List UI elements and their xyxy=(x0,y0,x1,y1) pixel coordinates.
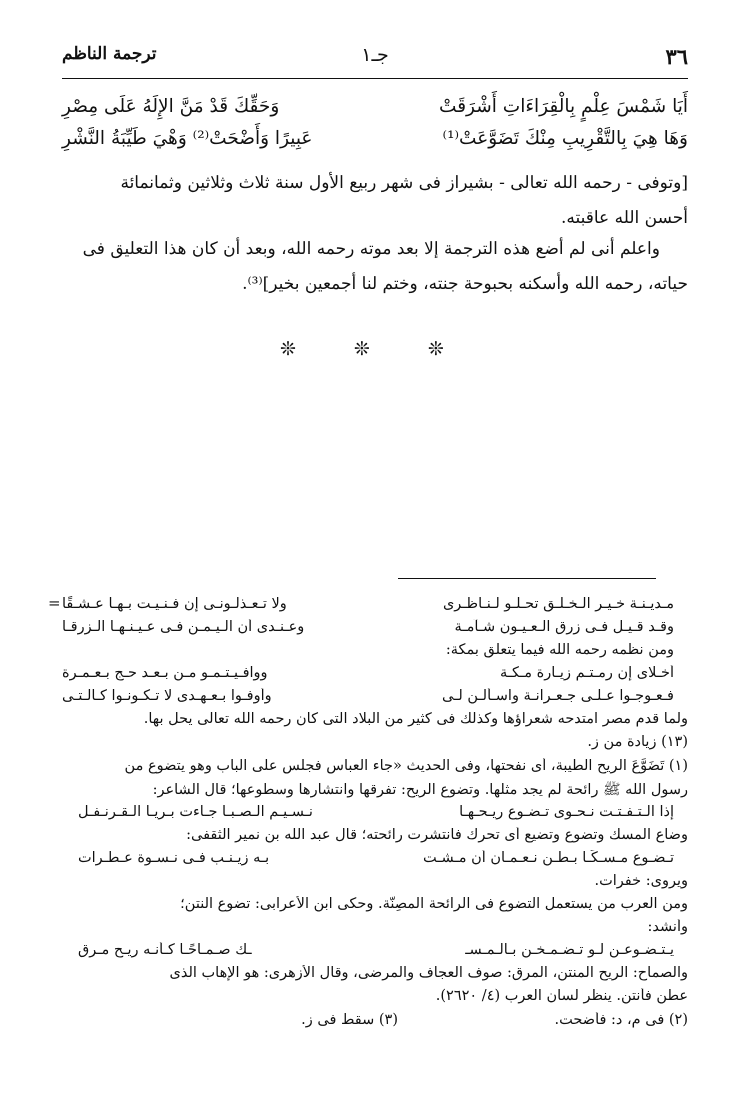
footnote-text xyxy=(62,873,688,897)
footnote-text xyxy=(62,781,688,805)
footnote-line: (١٣) زيادة من ز. xyxy=(587,734,688,750)
poem-line xyxy=(62,942,688,966)
poem-hemistich-second: وأوفـوا بـعـهـدى لا تـكـونـوا كـالـتـى xyxy=(62,688,272,704)
verse-hemistich-first: أَيَا شَمْسَ عِلْمٍ بِالْقِرَاءَاتِ أَشْرَقَتْ xyxy=(439,96,688,117)
footnote-13 xyxy=(62,734,688,758)
footnote-line: وضاع المسك وتضوع وتضيع أى تحرك فانتشرت رائحته؛ قال عبد الله بن نمير الثقفى: xyxy=(186,827,688,843)
poem-hemistich-first: يـتـضـوعـن لـو تـضـمـخـن بـالـمـسـ xyxy=(465,942,674,958)
poem-hemistich-first: إذا الـتـفـتـت نـحـوى تـضـوع ريـحـهـا xyxy=(459,804,674,820)
poem-hemistich-second: ولا تـعـذلـونـى إن فـنـيـت بـهـا عـشـقًا xyxy=(62,596,287,612)
poem-line xyxy=(62,804,688,828)
poem-line xyxy=(62,850,688,874)
footnotes-2-3 xyxy=(62,1012,688,1036)
footnote-text xyxy=(62,965,688,989)
footnote-text xyxy=(62,988,688,1012)
footnote-line: ويروى: خفرات. xyxy=(594,873,688,889)
footnote-3: (٣) سقط فى ز. xyxy=(301,1012,398,1028)
footnote-line: والصماح: الريح المنتن، المرق: صوف العجاف والمرضى، وقال الأزهرى: هو الإهاب الذى xyxy=(169,965,688,981)
poem-hemistich-first: وقـد قـيـل فـى زرق الـعـيـون شـآمـة xyxy=(454,619,674,635)
body-line: [وتوفى - رحمه الله تعالى - بشيراز فى شهر ربيع الأول سنة ثلاث وثلاثين وثمانمائة xyxy=(120,173,688,193)
footnote-text xyxy=(62,827,688,851)
page-header xyxy=(62,44,688,74)
footnote-text xyxy=(62,711,688,735)
body-line: أحسن الله عاقبته. xyxy=(560,208,688,228)
footnote-text xyxy=(62,642,688,666)
poem-line xyxy=(62,665,688,689)
verse-line xyxy=(62,128,688,162)
body-line: حياته، رحمه الله وأسكنه بحبوحة جنته، وختم لنا أجمعين بخير]⁽³⁾. xyxy=(242,274,688,294)
footnote-2: (٢) فى م، د: فأضحت. xyxy=(554,1012,688,1028)
body-paragraph xyxy=(62,166,688,236)
verse-hemistich-second: وَحَقِّكَ قَدْ مَنَّ الإِلَهُ عَلَى مِصْرِ xyxy=(62,96,280,117)
footnote-line: وأنشد: xyxy=(647,919,688,935)
footnote-line: عطن فأنتن. ينظر لسان العرب (٤/ ٢٦٢٠). xyxy=(435,988,688,1004)
continuation-mark: = xyxy=(48,594,61,612)
page-number: ٣٦ xyxy=(665,44,688,69)
footnote-line: ومن العرب من يستعمل التضوع فى الرائحة المصِنَّة. وحكى ابن الأعرابى: تضوع النتن؛ xyxy=(180,896,688,912)
poem-hemistich-second: ـك صـمـاحًـا كـأنـه ريـح مـرق xyxy=(78,942,252,958)
verse-hemistich-second: عَبِيرًا وَأَضْحَتْ⁽²⁾ وَهْيَ طَيِّبَةُ النَّشْرِ xyxy=(62,128,313,149)
poem-hemistich-second: نـسـيـم الـصـبـا جـاءت بـريـا الـقـرنـفـل xyxy=(78,804,313,820)
poem-hemistich-second: وعـنـدى أن الـيـمـن فـى عـيـنـهـا الـزرقـا xyxy=(62,619,305,635)
poem-line xyxy=(62,596,688,620)
poem-hemistich-first: أخـلاى إن رمـتـم زيـارة مـكـة xyxy=(500,665,674,681)
footnote-text xyxy=(62,919,688,943)
footnote-line: رسول الله ﷺ رائحة لم يجد مثلها. وتضوع الريح: تفرقها وانتشارها وسطوعها؛ قال الشاعر: xyxy=(152,782,688,798)
poem-line xyxy=(62,619,688,643)
footnote-line: ومن نظمه رحمه الله فيما يتعلق بمكة: xyxy=(445,642,674,658)
body-paragraph xyxy=(62,232,688,302)
verse-hemistich-first: وَهَا هِيَ بِالتَّقْرِيبِ مِنْكَ تَضَوَّعَتْ⁽¹⁾ xyxy=(442,128,688,149)
poem-hemistich-second: ووافـيـتـمـو مـن بـعـد حـج بـعـمـرة xyxy=(62,665,268,681)
poem-hemistich-first: فـعـوجـوا عـلـى جـعـرانـة واسـألـن لـى xyxy=(442,688,674,704)
poem-hemistich-second: بـه زيـنـب فـى نـسـوة عـطـرات xyxy=(78,850,270,866)
header-divider xyxy=(62,78,688,79)
footnote-divider xyxy=(398,578,656,579)
verse-line xyxy=(62,96,688,130)
poem-hemistich-first: مـديـنـة خـيـر الـخـلـق تحـلـو لـنـاظـرى xyxy=(442,596,674,612)
poem-hemistich-first: تـضـوع مـسـكًـا بـطـن نـعـمـان أن مـشـت xyxy=(423,850,674,866)
footnotes xyxy=(48,594,688,1036)
footnote-1 xyxy=(62,758,688,782)
section-separator-stars: ❊ ❊ ❊ xyxy=(280,338,470,360)
running-title: ترجمة الناظم xyxy=(62,44,157,64)
footnote-line: ولما قدم مصر امتدحه شعراؤها وكذلك فى كثير من البلاد التى كان رحمه الله تعالى يحل بها. xyxy=(143,711,688,727)
poem-line xyxy=(62,688,688,712)
footnote-text xyxy=(62,896,688,920)
body-line: واعلم أنى لم أضع هذه الترجمة إلا بعد موته رحمه الله، وبعد أن كان هذا التعليق فى xyxy=(82,239,660,259)
footnote-line: (١) تَضَوَّعَ الريح الطيبة، أى نفحتها، وفى الحديث «جاء العباس فجلس على الباب وهو يتضوع من xyxy=(124,758,688,774)
volume-label: جـ١ xyxy=(361,44,389,66)
